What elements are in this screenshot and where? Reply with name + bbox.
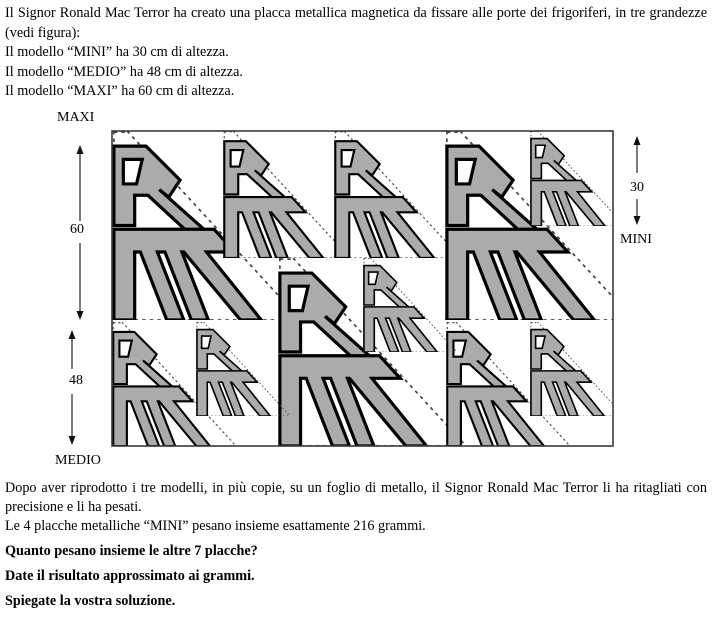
mini-label: MINI bbox=[620, 232, 652, 247]
height-48-label: 48 bbox=[69, 373, 83, 388]
plaques-figure bbox=[0, 105, 713, 477]
figure-container bbox=[0, 105, 713, 477]
height-30-label: 30 bbox=[630, 180, 644, 195]
rmt-plaque-mini bbox=[530, 131, 625, 226]
rmt-plaque-mini bbox=[363, 258, 457, 352]
medio-label: MEDIO bbox=[55, 453, 101, 468]
question-explain: Spiegate la vostra soluzione. bbox=[5, 593, 176, 609]
rmt-plaque-medio bbox=[334, 131, 461, 258]
model-medio-line: Il modello “MEDIO” ha 48 cm di altezza. bbox=[5, 63, 243, 80]
rmt-plaque-mini bbox=[196, 322, 290, 416]
rmt-plaque-medio bbox=[223, 131, 350, 258]
model-mini-line: Il modello “MINI” ha 30 cm di altezza. bbox=[5, 44, 229, 60]
arrow-down-icon bbox=[634, 216, 641, 225]
question-round: Date il risultato approssimato ai grammi. bbox=[5, 568, 255, 584]
rmt-plaque-mini bbox=[530, 322, 624, 416]
intro-text bbox=[5, 4, 707, 102]
height-60-label: 60 bbox=[70, 222, 84, 237]
body-text bbox=[5, 479, 707, 611]
mini-weight-line: Le 4 placche metalliche “MINI” pesano insieme esattamente 216 grammi. bbox=[5, 518, 426, 534]
intro-paragraph: Il Signor Ronald Mac Terror ha creato una placca metallica magnetica da fissare alle porte dei frigoriferi, in tre grandezze (vedi figura): bbox=[5, 5, 707, 41]
body-paragraph: Dopo aver riprodotto i tre modelli, in più copie, su un foglio di metallo, il Signor Ronald Mac Terror li ha ritagliati con precisione e li ha pesati. bbox=[5, 480, 707, 515]
maxi-label: MAXI bbox=[57, 110, 95, 125]
arrow-down-icon bbox=[69, 436, 76, 445]
model-maxi-line: Il modello “MAXI” ha 60 cm di altezza. bbox=[5, 83, 235, 99]
logo-layer bbox=[112, 131, 634, 446]
question-weight: Quanto pesano insieme le altre 7 placche? bbox=[5, 543, 258, 559]
arrow-down-icon bbox=[77, 311, 84, 320]
